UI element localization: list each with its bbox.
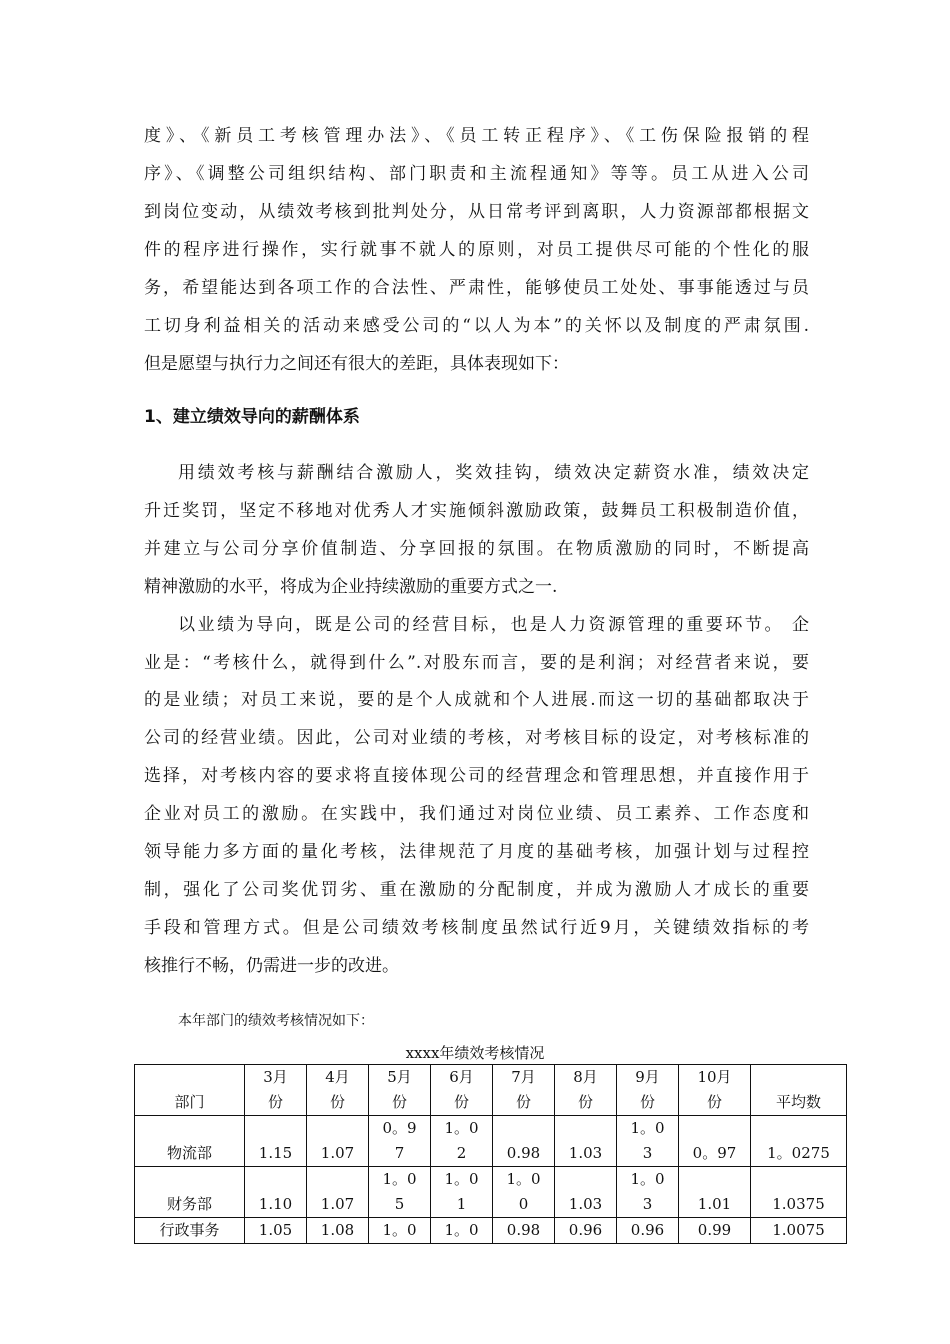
- table-cell: 1.03: [555, 1167, 617, 1218]
- table-cell: 0.98: [493, 1116, 555, 1167]
- header-cell: 8月 份: [555, 1065, 617, 1116]
- table-cell: 1。0 1: [431, 1167, 493, 1218]
- header-cell: 9月 份: [617, 1065, 679, 1116]
- header-cell: 4月 份: [307, 1065, 369, 1116]
- table-cell: 1.07: [307, 1116, 369, 1167]
- table-row: [135, 1218, 847, 1244]
- header-cell: 7月 份: [493, 1065, 555, 1116]
- intro-line: 到岗位变动，从绩效考核到批判处分，从日常考评到离职，人力资源部都根据文: [144, 202, 809, 222]
- intro-line: 序》、《调整公司组织结构、部门职责和主流程通知》等等。员工从进入公司: [144, 164, 809, 184]
- para2-line: 公司的经营业绩。因此，公司对业绩的考核，对考核目标的设定，对考核标准的: [144, 728, 809, 748]
- para1-line: 用绩效考核与薪酬结合激励人，奖效挂钩，绩效决定薪资水准，绩效决定: [178, 463, 809, 483]
- table-cell: 1.0075: [751, 1218, 847, 1244]
- table-cell: 1。0 3: [617, 1167, 679, 1218]
- table-cell: 1.03: [555, 1116, 617, 1167]
- para2-line: 的是业绩；对员工来说，要的是个人成就和个人进展.而这一切的基础都取决于: [144, 690, 809, 710]
- header-cell: 部门: [135, 1065, 245, 1116]
- intro-line: 工切身利益相关的活动来感受公司的“以人为本”的关怀以及制度的严肃氛围.: [144, 316, 809, 336]
- table-cell: 1.10: [245, 1167, 307, 1218]
- para2-line: 选择，对考核内容的要求将直接体现公司的经营理念和管理思想，并直接作用于: [144, 766, 809, 786]
- table-cell: 1。0 5: [369, 1167, 431, 1218]
- table-cell: 0。9 7: [369, 1116, 431, 1167]
- table-cell: 财务部: [135, 1167, 245, 1218]
- intro-line: 度》、《新员工考核管理办法》、《员工转正程序》、《工伤保险报销的程: [144, 126, 809, 146]
- table-title: xxxx年绩效考核情况: [405, 1044, 545, 1062]
- para1-line: 并建立与公司分享价值制造、分享回报的氛围。在物质激励的同时，不断提高: [144, 539, 809, 559]
- table-intro: 本年部门的绩效考核情况如下：: [178, 1013, 374, 1029]
- intro-line: 但是愿望与执行力之间还有很大的差距，具体表现如下：: [144, 354, 569, 374]
- table-cell: 1.07: [307, 1167, 369, 1218]
- para2-line: 以业绩为导向，既是公司的经营目标，也是人力资源管理的重要环节。 企: [178, 615, 809, 635]
- table-cell: 1.08: [307, 1218, 369, 1244]
- section-heading: 1、建立绩效导向的薪酬体系: [144, 407, 360, 427]
- header-cell: 3月 份: [245, 1065, 307, 1116]
- table-cell: 1.05: [245, 1218, 307, 1244]
- intro-line: 件的程序进行操作，实行就事不就人的原则，对员工提供尽可能的个性化的服: [144, 240, 809, 260]
- table-cell: 1。0: [431, 1218, 493, 1244]
- para2-line: 领导能力多方面的量化考核，法律规范了月度的基础考核，加强计划与过程控: [144, 842, 809, 862]
- table-row: [135, 1167, 847, 1218]
- table-header-row: [135, 1065, 847, 1116]
- para2-line: 制，强化了公司奖优罚劣、重在激励的分配制度，并成为激励人才成长的重要: [144, 880, 809, 900]
- header-cell: 5月 份: [369, 1065, 431, 1116]
- table-cell: 1.01: [679, 1167, 751, 1218]
- table-cell: 1.0375: [751, 1167, 847, 1218]
- table-cell: 1。0 2: [431, 1116, 493, 1167]
- para2-line: 核推行不畅，仍需进一步的改进。: [144, 956, 399, 976]
- table-cell: 0.99: [679, 1218, 751, 1244]
- header-cell: 平均数: [751, 1065, 847, 1116]
- table-cell: 1。0275: [751, 1116, 847, 1167]
- table-cell: 0.96: [555, 1218, 617, 1244]
- table-cell: 1。0 0: [493, 1167, 555, 1218]
- para2-line: 手段和管理方式。但是公司绩效考核制度虽然试行近9月，关键绩效指标的考: [144, 918, 809, 938]
- para1-line: 升迁奖罚，坚定不移地对优秀人才实施倾斜激励政策，鼓舞员工积极制造价值，: [144, 501, 809, 521]
- table-cell: 1.15: [245, 1116, 307, 1167]
- performance-table: [134, 1064, 847, 1244]
- table-cell: 1。0 3: [617, 1116, 679, 1167]
- header-cell: 10月 份: [679, 1065, 751, 1116]
- table-cell: 物流部: [135, 1116, 245, 1167]
- table-row: [135, 1116, 847, 1167]
- para2-line: 企业对员工的激励。在实践中，我们通过对岗位业绩、员工素养、工作态度和: [144, 804, 809, 824]
- table-cell: 1。0: [369, 1218, 431, 1244]
- table-cell: 0.98: [493, 1218, 555, 1244]
- para1-line: 精神激励的水平，将成为企业持续激励的重要方式之一.: [144, 577, 558, 597]
- table-cell: 0.96: [617, 1218, 679, 1244]
- para2-line: 业是：“考核什么，就得到什么”.对股东而言，要的是利润；对经营者来说，要: [144, 653, 809, 673]
- header-cell: 6月 份: [431, 1065, 493, 1116]
- table-cell: 0。97: [679, 1116, 751, 1167]
- intro-line: 务，希望能达到各项工作的合法性、严肃性，能够使员工处处、事事能透过与员: [144, 278, 809, 298]
- table-cell: 行政事务: [135, 1218, 245, 1244]
